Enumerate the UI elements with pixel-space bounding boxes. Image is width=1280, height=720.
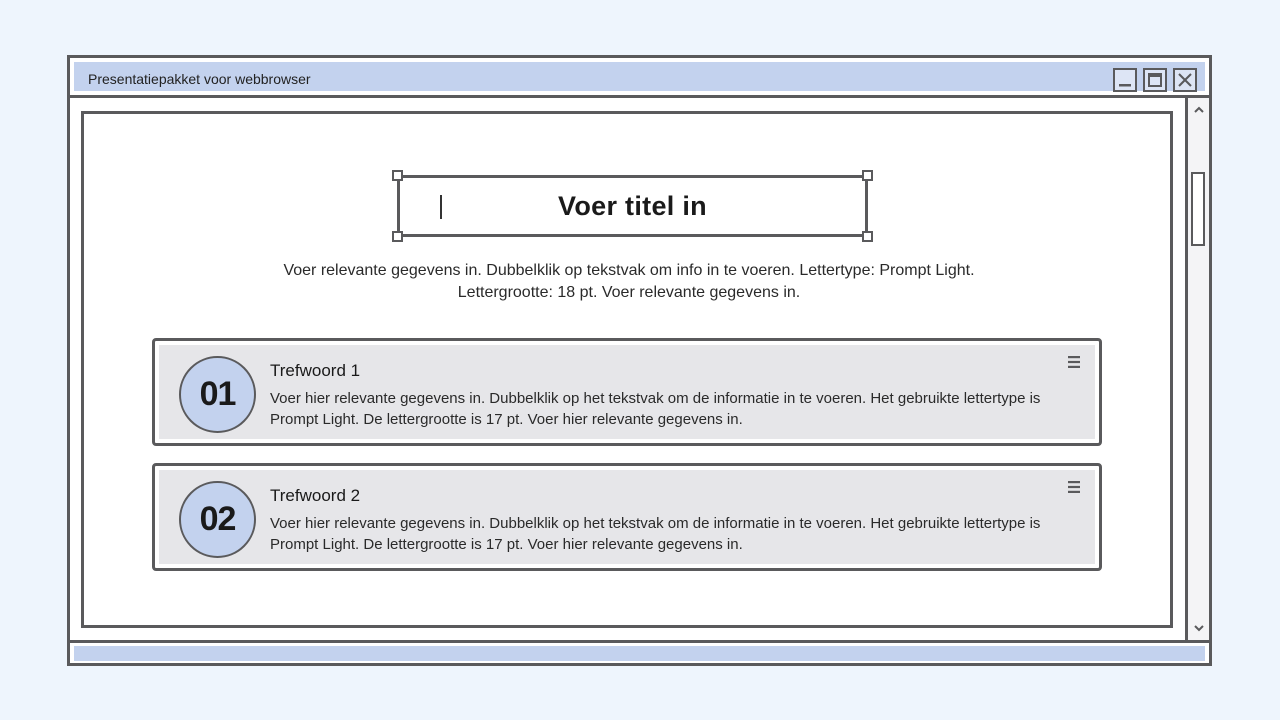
scroll-up-button[interactable]: [1191, 102, 1207, 118]
card-body[interactable]: Voer hier relevante gegevens in. Dubbelklik op het tekstvak om de informatie in te voeren. Het gebruikte lettertype is Prompt Light. De lettergrootte is 17 pt. Voer hier relevante gegevens in.: [270, 390, 1041, 428]
title-textbox[interactable]: [397, 175, 868, 237]
browser-window: [67, 55, 1212, 666]
status-bar-fill: [74, 646, 1205, 661]
menu-icon[interactable]: [1067, 480, 1081, 494]
menu-icon[interactable]: [1067, 355, 1081, 369]
number-badge: [179, 481, 256, 558]
scroll-thumb[interactable]: [1191, 172, 1205, 246]
card-fill: [159, 470, 1095, 564]
resize-handle-bottom-left[interactable]: [392, 231, 403, 242]
maximize-button[interactable]: [1143, 68, 1167, 92]
maximize-icon: [1147, 72, 1163, 88]
title-bar[interactable]: [70, 58, 1209, 98]
card-fill: [159, 345, 1095, 439]
minimize-button[interactable]: [1113, 68, 1137, 92]
close-icon: [1177, 72, 1193, 88]
card-body[interactable]: Voer hier relevante gegevens in. Dubbelklik op het tekstvak om de informatie in te voeren. Het gebruikte lettertype is Prompt Light. De lettergrootte is 17 pt. Voer hier relevante gegevens in.: [270, 515, 1041, 553]
keyword-card[interactable]: [152, 463, 1102, 571]
window-title: Presentatiepakket voor webbrowser: [88, 71, 311, 87]
content-area: [70, 98, 1185, 640]
keyword-card[interactable]: [152, 338, 1102, 446]
close-button[interactable]: [1173, 68, 1197, 92]
title-bar-fill: [74, 62, 1205, 91]
chevron-down-icon: [1193, 622, 1205, 634]
scroll-down-button[interactable]: [1191, 620, 1207, 636]
slide-title[interactable]: Voer titel in: [558, 190, 707, 221]
resize-handle-bottom-right[interactable]: [862, 231, 873, 242]
status-bar: [70, 640, 1209, 663]
text-cursor: [440, 195, 442, 219]
minimize-icon: [1117, 72, 1133, 88]
resize-handle-top-left[interactable]: [392, 170, 403, 181]
resize-handle-top-right[interactable]: [862, 170, 873, 181]
slide-canvas[interactable]: [81, 111, 1173, 628]
card-heading[interactable]: Trefwoord 2: [270, 486, 361, 505]
chevron-up-icon: [1193, 104, 1205, 116]
number-badge: [179, 356, 256, 433]
card-number: 02: [199, 500, 236, 538]
card-heading[interactable]: Trefwoord 1: [270, 361, 361, 380]
intro-text[interactable]: Voer relevante gegevens in. Dubbelklik op tekstvak om info in te voeren. Lettertype: Prompt Light. Lettergrootte: 18 pt. Voer relevante gegevens in.: [283, 262, 975, 301]
vertical-scrollbar[interactable]: [1185, 98, 1209, 640]
card-number: 01: [199, 375, 236, 413]
